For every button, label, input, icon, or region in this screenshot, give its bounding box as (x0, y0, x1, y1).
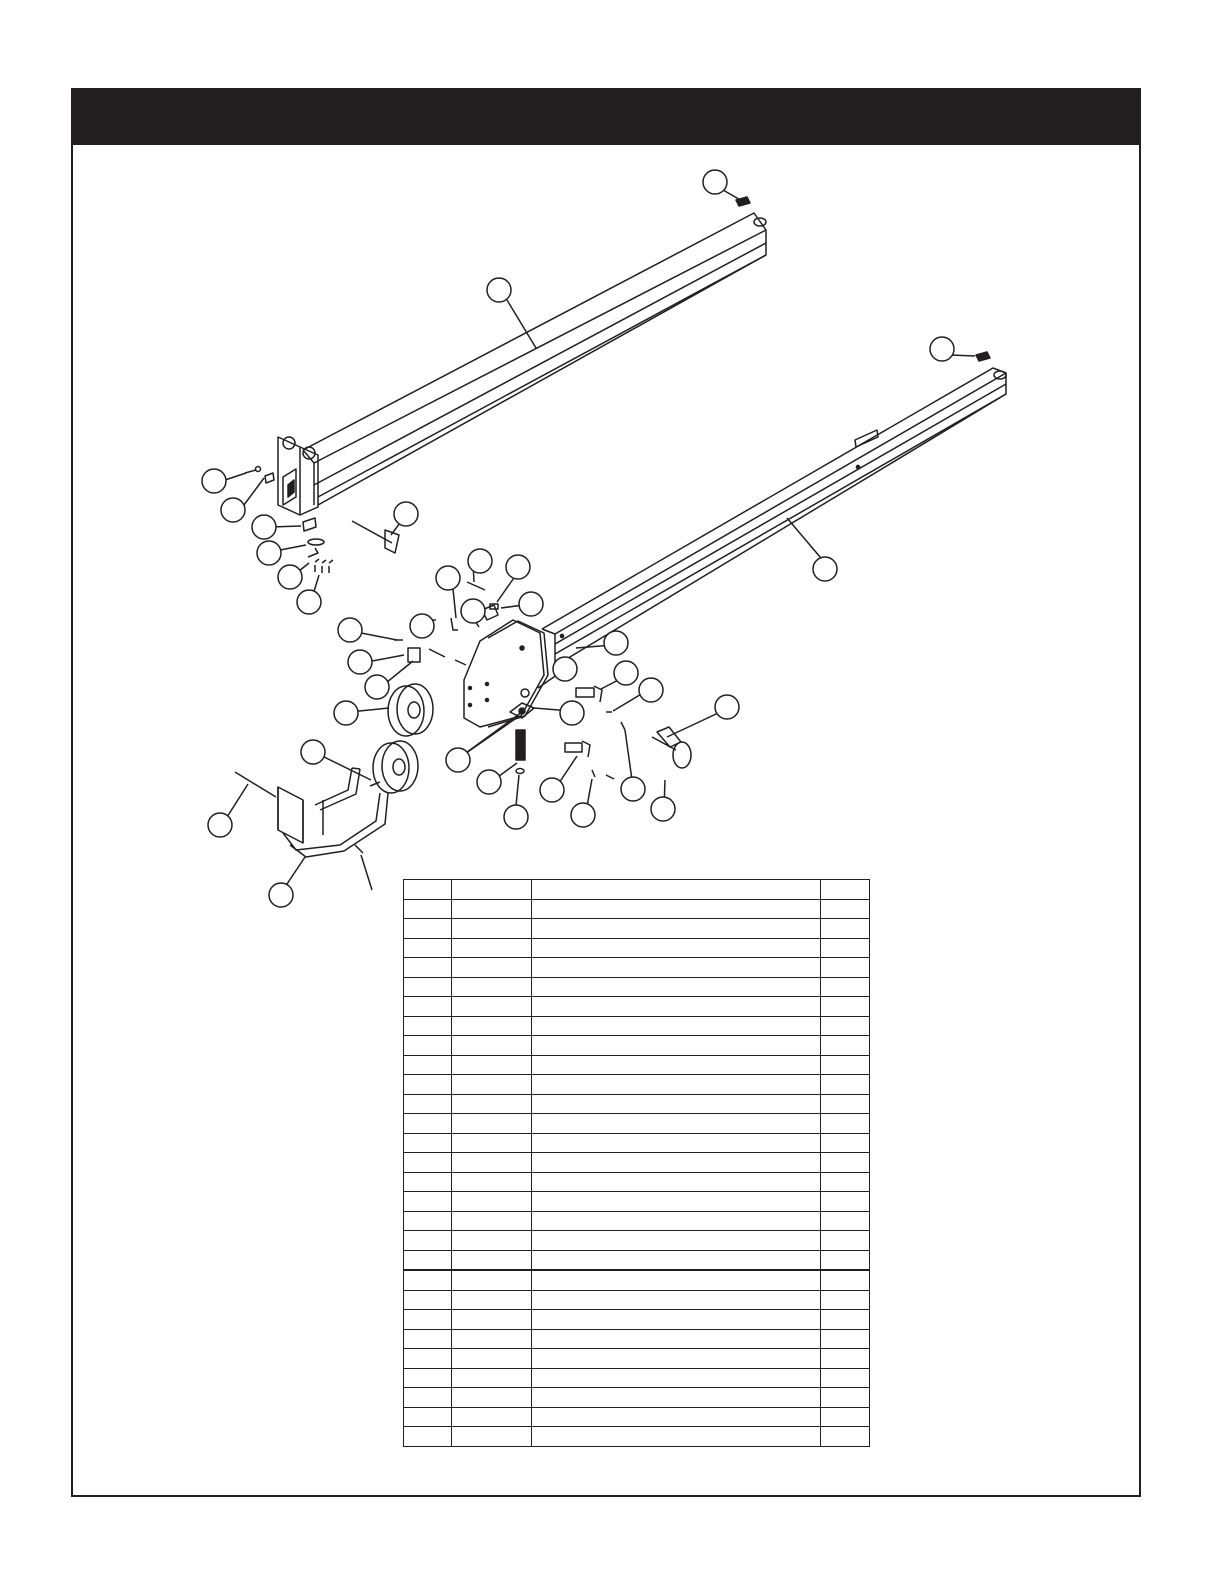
quantity-cell (821, 977, 870, 997)
table-row (404, 997, 870, 1017)
description-cell (532, 1368, 821, 1388)
table-row (404, 1349, 870, 1369)
part-number-cell (452, 1388, 532, 1408)
item-number-cell (404, 958, 452, 978)
item-number-cell (404, 1231, 452, 1251)
item-number-cell (404, 938, 452, 958)
description-cell (532, 899, 821, 919)
callout-plate-spring-circle (334, 701, 358, 725)
callout-nut-a (221, 498, 245, 522)
callout-right-end-cap (930, 337, 954, 361)
callout-spring (301, 740, 325, 764)
quantity-cell (821, 1133, 870, 1153)
end-caps (736, 197, 990, 361)
callout-spacer-b (506, 555, 530, 579)
table-row (404, 1114, 870, 1134)
description-cell (532, 919, 821, 939)
callout-cotter-e (540, 778, 564, 802)
callout-pin-c (461, 599, 485, 623)
description-cell (532, 997, 821, 1017)
handle-frame (235, 768, 388, 857)
callout-bracket-c-circle (338, 618, 362, 642)
callout-top-end-cap (703, 170, 727, 194)
table-row (404, 1172, 870, 1192)
description-cell (532, 1329, 821, 1349)
table-row (404, 1153, 870, 1173)
callout-washer-a (257, 541, 281, 565)
quantity-cell (821, 1231, 870, 1251)
quantity-cell (821, 958, 870, 978)
callout-screws-a (297, 590, 321, 614)
callout-clevis-pin-circle (553, 657, 577, 681)
table-row (404, 1427, 870, 1447)
quantity-cell (821, 919, 870, 939)
callout-handle-frame-circle (715, 695, 739, 719)
callout-set-screw (348, 650, 372, 674)
table-row (404, 1036, 870, 1056)
part-number-cell (452, 1290, 532, 1310)
callout-pin-b-circle (468, 549, 492, 573)
callout-right-rail-circle (813, 557, 837, 581)
item-number-cell (404, 1055, 452, 1075)
part-number-cell (452, 1427, 532, 1447)
callout-lock-nut-circle (208, 813, 232, 837)
quantity-cell (821, 1329, 870, 1349)
quantity-cell (821, 1016, 870, 1036)
quantity-cell (821, 938, 870, 958)
description-cell (532, 977, 821, 997)
description-cell (532, 1016, 821, 1036)
description-cell (532, 1036, 821, 1056)
part-number-cell (452, 1016, 532, 1036)
callout-washer-a-circle (257, 541, 281, 565)
item-number-cell (404, 1192, 452, 1212)
callout-pin-c-circle (461, 599, 485, 623)
part-number-cell (452, 1133, 532, 1153)
part-number-cell (452, 899, 532, 919)
item-number-cell (404, 919, 452, 939)
callout-pin-f-circle (504, 805, 528, 829)
table-row (404, 1055, 870, 1075)
table-row (404, 1016, 870, 1036)
part-number-cell (452, 997, 532, 1017)
quantity-cell (821, 899, 870, 919)
callout-handle-frame (715, 695, 739, 719)
callout-nut-d (604, 631, 628, 655)
item-number-cell (404, 1270, 452, 1290)
description-cell (532, 1094, 821, 1114)
callout-retainer-circle (269, 883, 293, 907)
callout-right-end-cap-circle (930, 337, 954, 361)
callout-bolt-a-circle (202, 469, 226, 493)
table-row (404, 977, 870, 997)
quantity-cell (821, 1114, 870, 1134)
quantity-cell (821, 1192, 870, 1212)
quantity-cell (821, 1349, 870, 1369)
callout-bracket-c (338, 618, 362, 642)
quantity-cell (821, 1036, 870, 1056)
callout-roller-pin (436, 566, 460, 590)
part-number-cell (452, 919, 532, 939)
item-number-cell (404, 1094, 452, 1114)
part-number-cell (452, 1407, 532, 1427)
left-rail (278, 213, 766, 515)
quantity-cell (821, 1172, 870, 1192)
table-row (404, 1192, 870, 1212)
description-cell (532, 1211, 821, 1231)
callout-nut-a-circle (221, 498, 245, 522)
description-cell (532, 880, 821, 900)
callout-spring-circle (301, 740, 325, 764)
item-number-cell (404, 997, 452, 1017)
part-number-cell (452, 1310, 532, 1330)
description-cell (532, 1407, 821, 1427)
table-row (404, 1368, 870, 1388)
item-number-cell (404, 1310, 452, 1330)
description-cell (532, 1349, 821, 1369)
callout-bushing (252, 515, 276, 539)
wheels (373, 684, 433, 793)
description-cell (532, 958, 821, 978)
callout-bolt-d-circle (365, 675, 389, 699)
callout-ring-pin (571, 803, 595, 827)
table-row (404, 880, 870, 900)
part-number-cell (452, 1055, 532, 1075)
part-number-cell (452, 1192, 532, 1212)
callout-spacer-b-circle (506, 555, 530, 579)
item-number-cell (404, 1407, 452, 1427)
callout-left-rail-circle (487, 278, 511, 302)
item-number-cell (404, 977, 452, 997)
description-cell (532, 1153, 821, 1173)
quantity-cell (821, 1388, 870, 1408)
description-cell (532, 1310, 821, 1330)
callout-clip-c (410, 614, 434, 638)
part-number-cell (452, 938, 532, 958)
table-row (404, 1290, 870, 1310)
part-number-cell (452, 1231, 532, 1251)
part-number-cell (452, 1270, 532, 1290)
part-number-cell (452, 1094, 532, 1114)
quantity-cell (821, 1290, 870, 1310)
table-row (404, 1329, 870, 1349)
description-cell (532, 1231, 821, 1251)
table-row (404, 938, 870, 958)
callout-plate-spring (334, 701, 358, 725)
callout-hair-pin (614, 661, 638, 685)
table-row (404, 1075, 870, 1095)
item-number-cell (404, 880, 452, 900)
quantity-cell (821, 1250, 870, 1270)
quantity-cell (821, 880, 870, 900)
callout-washer-e-circle (446, 748, 470, 772)
callout-roller-pin-circle (436, 566, 460, 590)
table-row (404, 1231, 870, 1251)
part-number-cell (452, 1250, 532, 1270)
table-row (404, 1211, 870, 1231)
callout-wheel-upper-circle (639, 678, 663, 702)
callout-washer-e (446, 748, 470, 772)
callout-top-end-cap-circle (703, 170, 727, 194)
item-number-cell (404, 1133, 452, 1153)
item-number-cell (404, 1250, 452, 1270)
item-number-cell (404, 1075, 452, 1095)
callout-lynch-pin-circle (394, 502, 418, 526)
description-cell (532, 1250, 821, 1270)
quantity-cell (821, 1368, 870, 1388)
part-number-cell (452, 1329, 532, 1349)
description-cell (532, 1427, 821, 1447)
description-cell (532, 1388, 821, 1408)
callout-axle-bolt (621, 777, 645, 801)
callout-wheel-lower (560, 701, 584, 725)
callout-clip-a-circle (278, 565, 302, 589)
item-number-cell (404, 1349, 452, 1369)
item-number-cell (404, 1368, 452, 1388)
table-row (404, 899, 870, 919)
callout-bolt-d (365, 675, 389, 699)
table-row (404, 1133, 870, 1153)
description-cell (532, 1133, 821, 1153)
right-rail (464, 368, 1006, 727)
item-number-cell (404, 1290, 452, 1310)
part-number-cell (452, 1036, 532, 1056)
table-row (404, 1094, 870, 1114)
callout-ring-pin-circle (571, 803, 595, 827)
callout-wheel-upper (639, 678, 663, 702)
callout-retainer (269, 883, 293, 907)
callout-hair-pin-circle (614, 661, 638, 685)
quantity-cell (821, 1310, 870, 1330)
table-row (404, 1310, 870, 1330)
quantity-cell (821, 1407, 870, 1427)
quantity-cell (821, 997, 870, 1017)
callout-set-screw-circle (348, 650, 372, 674)
part-number-cell (452, 1172, 532, 1192)
callout-bracket-b-circle (519, 592, 543, 616)
part-number-cell (452, 1075, 532, 1095)
quantity-cell (821, 1270, 870, 1290)
callout-lynch-pin (394, 502, 418, 526)
parts-list-table (403, 879, 870, 1447)
part-number-cell (452, 1368, 532, 1388)
callout-clip-c-circle (410, 614, 434, 638)
description-cell (532, 1114, 821, 1134)
callout-pin-b (468, 549, 492, 573)
item-number-cell (404, 1211, 452, 1231)
callout-nut-d-circle (604, 631, 628, 655)
callout-bolt-a (202, 469, 226, 493)
quantity-cell (821, 1075, 870, 1095)
part-number-cell (452, 958, 532, 978)
item-number-cell (404, 1036, 452, 1056)
item-number-cell (404, 1388, 452, 1408)
part-number-cell (452, 1153, 532, 1173)
item-number-cell (404, 1153, 452, 1173)
callout-clip-a (278, 565, 302, 589)
callout-pin-e (477, 770, 501, 794)
table-row (404, 958, 870, 978)
callout-pin-e-circle (477, 770, 501, 794)
item-number-cell (404, 1114, 452, 1134)
callout-wheel-lower-circle (560, 701, 584, 725)
part-number-cell (452, 977, 532, 997)
callout-bracket-b (519, 592, 543, 616)
callout-clevis-pin (553, 657, 577, 681)
part-number-cell (452, 880, 532, 900)
quantity-cell (821, 1211, 870, 1231)
description-cell (532, 938, 821, 958)
quantity-cell (821, 1055, 870, 1075)
callout-screws-a-circle (297, 590, 321, 614)
table-row (404, 1407, 870, 1427)
callout-lock-nut (208, 813, 232, 837)
spring-assembly (510, 703, 534, 774)
description-cell (532, 1290, 821, 1310)
table-row (404, 919, 870, 939)
callout-right-rail (813, 557, 837, 581)
callout-axle-bolt-circle (621, 777, 645, 801)
quantity-cell (821, 1427, 870, 1447)
quantity-cell (821, 1094, 870, 1114)
item-number-cell (404, 1172, 452, 1192)
table-row (404, 1270, 870, 1290)
callout-cotter-e-circle (540, 778, 564, 802)
table-row (404, 1388, 870, 1408)
description-cell (532, 1172, 821, 1192)
description-cell (532, 1270, 821, 1290)
callout-pin-f (504, 805, 528, 829)
callout-left-rail (487, 278, 511, 302)
description-cell (532, 1055, 821, 1075)
description-cell (532, 1192, 821, 1212)
description-cell (532, 1075, 821, 1095)
table-row (404, 1250, 870, 1270)
quantity-cell (821, 1153, 870, 1173)
callout-axle-pin (651, 797, 675, 821)
part-number-cell (452, 1114, 532, 1134)
part-number-cell (452, 1211, 532, 1231)
callout-axle-pin-circle (651, 797, 675, 821)
item-number-cell (404, 1016, 452, 1036)
pins-right (565, 686, 691, 779)
item-number-cell (404, 1329, 452, 1349)
item-number-cell (404, 899, 452, 919)
callout-bushing-circle (252, 515, 276, 539)
item-number-cell (404, 1427, 452, 1447)
part-number-cell (452, 1349, 532, 1369)
